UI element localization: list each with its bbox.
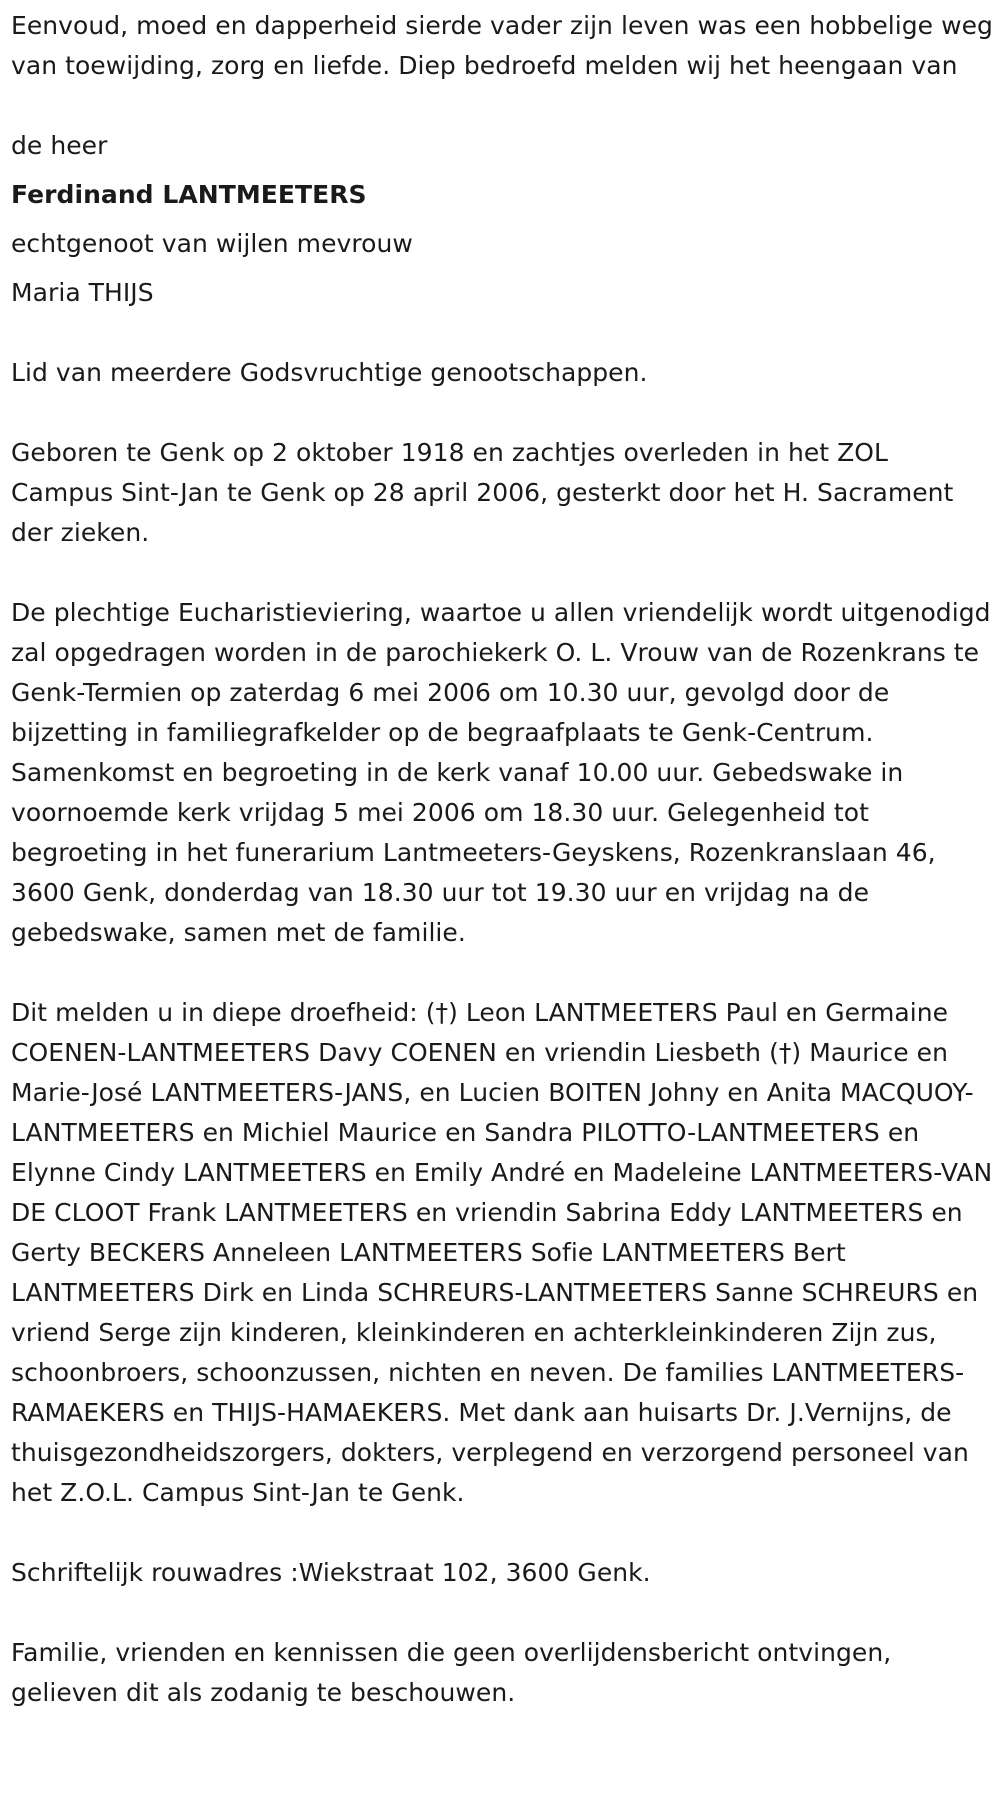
deceased-name: Ferdinand LANTMEETERS [11, 180, 367, 209]
spouse-label: echtgenoot van wijlen mevrouw [11, 229, 413, 258]
address-paragraph: Schriftelijk rouwadres :Wiekstraat 102, 3600 Genk. [11, 1558, 651, 1587]
intro-paragraph: Eenvoud, moed en dapperheid sierde vader zijn leven was een hobbelige weg van toewijding, zorg en liefde. Diep bedroefd melden wij het heengaan van [11, 11, 993, 80]
spouse-name: Maria THIJS [11, 278, 154, 307]
ceremony-paragraph: De plechtige Eucharistieviering, waartoe u allen vriendelijk wordt uitgenodigd zal opgedragen worden in de parochiekerk O. L. Vrouw van de Rozenkrans te Genk-Termien op zaterdag 6 mei 2006 om 10.30 uur, gevolgd door de bijzetting in familiegrafkelder op de begraafplaats te Genk-Centrum. Samenkomst en begroeting in de kerk vanaf 10.00 uur. Gebedswake in voornoemde kerk vrijdag 5 mei 2006 om 18.30 uur. Gelegenheid tot begroeting in het funerarium Lantmeeters-Geyskens, Rozenkranslaan 46, 3600 Genk, donderdag van 18.30 uur tot 19.30 uur en vrijdag na de gebedswake, samen met de familie. [11, 598, 991, 947]
membership-paragraph: Lid van meerdere Godsvruchtige genootschappen. [11, 358, 648, 387]
obituary-notice [11, 6, 996, 1713]
announcers-paragraph: Dit melden u in diepe droefheid: (†) Leon LANTMEETERS Paul en Germaine COENEN-LANTMEETERS Davy COENEN en vriendin Liesbeth (†) Maurice en Marie-José LANTMEETERS-JANS, en Lucien BOITEN Johny en Anita MACQUOY-LANTMEETERS en Michiel Maurice en Sandra PILOTTO-LANTMEETERS en Elynne Cindy LANTMEETERS en Emily André en Madeleine LANTMEETERS-VAN DE CLOOT Frank LANTMEETERS en vriendin Sabrina Eddy LANTMEETERS en Gerty BECKERS Anneleen LANTMEETERS Sofie LANTMEETERS Bert LANTMEETERS Dirk en Linda SCHREURS-LANTMEETERS Sanne SCHREURS en vriend Serge zijn kinderen, kleinkinderen en achterkleinkinderen Zijn zus, schoonbroers, schoonzussen, nichten en neven. De families LANTMEETERS-RAMAEKERS en THIJS-HAMAEKERS. Met dank aan huisarts Dr. J.Vernijns, de thuisgezondheidszorgers, dokters, verplegend en verzorgend personeel van het Z.O.L. Campus Sint-Jan te Genk. [11, 998, 993, 1507]
birth-death-paragraph: Geboren te Genk op 2 oktober 1918 en zachtjes overleden in het ZOL Campus Sint-Jan te Genk op 28 april 2006, gesterkt door het H. Sacrament der zieken. [11, 438, 954, 547]
closing-paragraph: Familie, vrienden en kennissen die geen overlijdensbericht ontvingen, gelieven dit als zodanig te beschouwen. [11, 1638, 892, 1707]
title-prefix: de heer [11, 131, 108, 160]
